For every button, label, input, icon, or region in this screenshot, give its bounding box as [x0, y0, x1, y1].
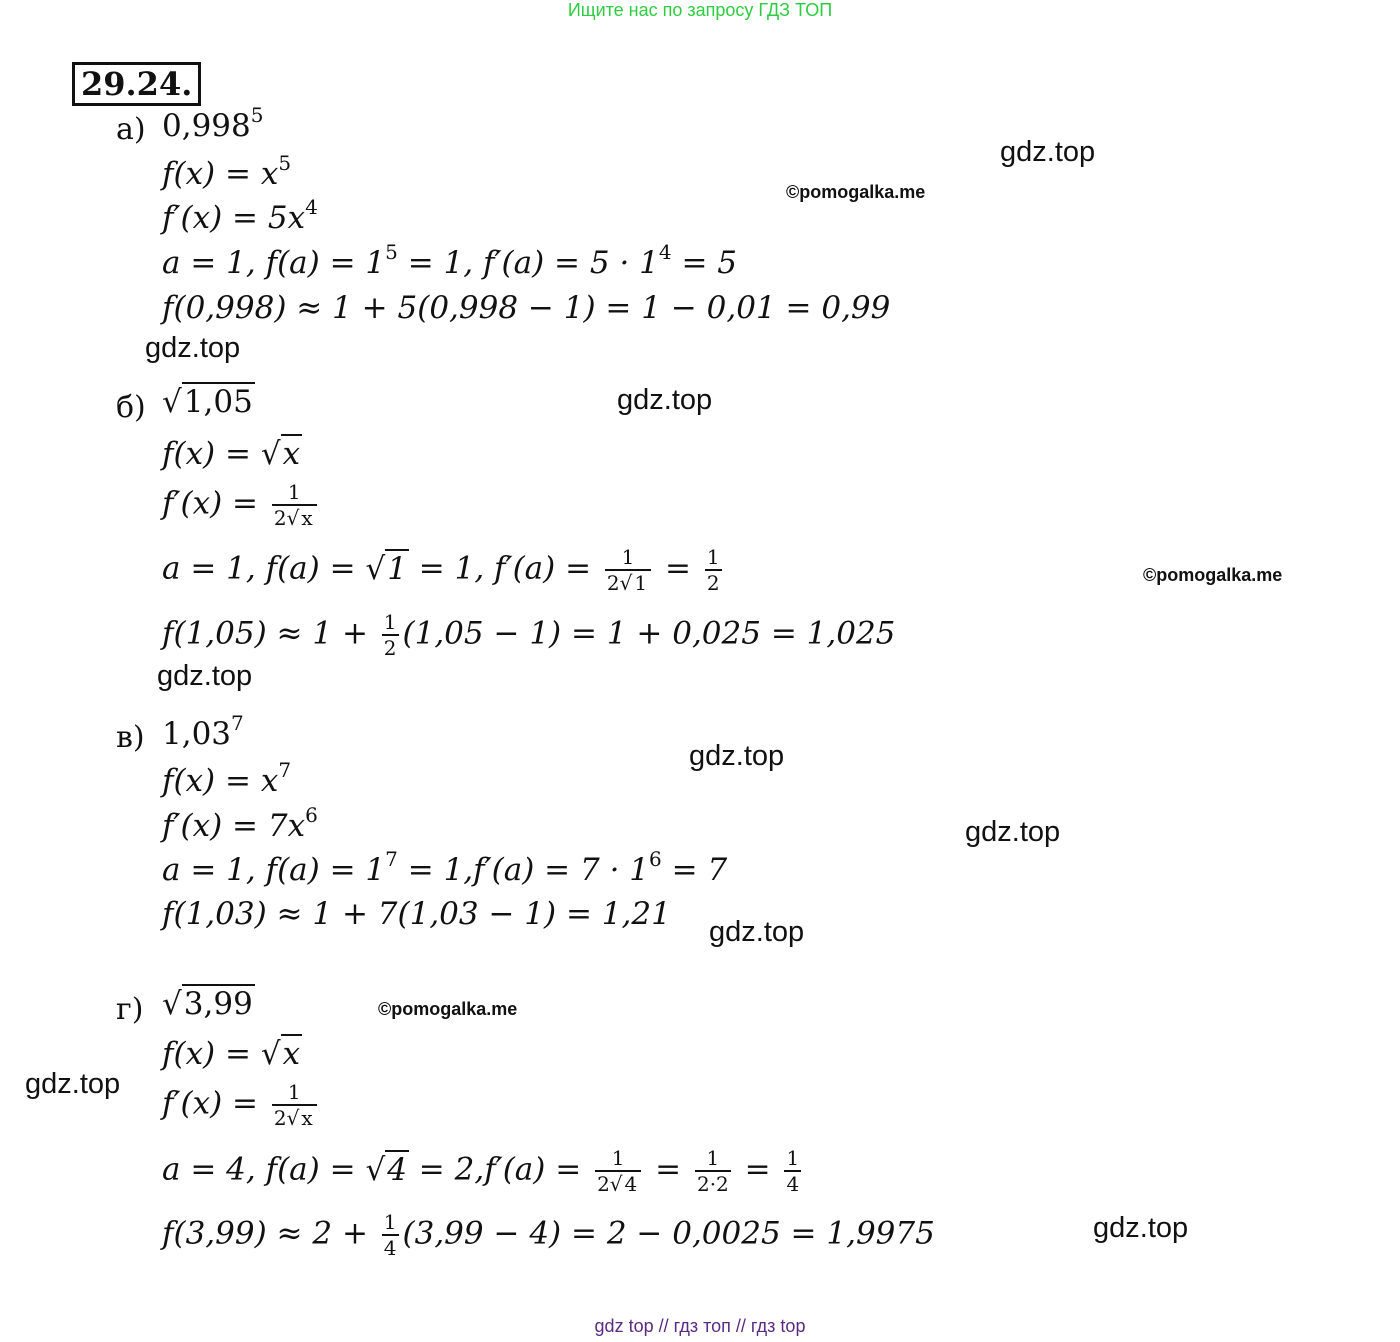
part-a-label: а) [116, 112, 146, 147]
part-g-approximation: f(3,99) ≈ 2 + $\frac{1}{4}$ (3,99 − 4) = 2 − 0,0025 = 1,9975 [162, 1210, 935, 1260]
top-banner[interactable]: Ищите нас по запросу ГДЗ ТОП [567, 0, 833, 20]
part-a-point-values: a = 1, $f(a) = 1^5 = 1$, $f'(a) = 5 \cdot 1^4 = 5$ [162, 240, 738, 281]
part-g-function: f(x) = √x [162, 1036, 301, 1072]
bottom-banner[interactable]: gdz top // гдз топ // гдз top [594, 1316, 806, 1336]
part-g-point-values: a = 4, f(a) = √4 = 2,f′(a) = $\frac{1}{2√ 4}$ = $\frac{1}{2\cdot 2}$ = $\frac{1}{4}$ [162, 1146, 800, 1196]
watermark-gdz: gdz.top [965, 816, 1061, 848]
part-b-title [162, 384, 255, 420]
watermark-pomogalka: ©pomogalka.me [378, 999, 518, 1019]
part-v-derivative: $f'(x) = 7x^6$ [162, 803, 318, 844]
part-g-derivative: f′(x) = $\frac{1}{2√ x}$ [162, 1080, 321, 1130]
watermark-pomogalka: ©pomogalka.me [1143, 565, 1283, 585]
watermark-gdz: gdz.top [709, 916, 805, 948]
problem-number: 29.24. [72, 62, 201, 106]
part-b-function: f(x) = √x [162, 436, 301, 472]
part-a-title: 0,998$^5$ [162, 103, 264, 144]
part-a-approximation: f(0,998) ≈ 1 + 5(0,998 − 1) = 1 − 0,01 = 0,99 [162, 290, 891, 326]
watermark-gdz: gdz.top [157, 660, 253, 692]
part-b-approximation: f(1,05) ≈ 1 + $\frac{1}{2}$ (1,05 − 1) = 1 + 0,025 = 1,025 [162, 610, 896, 660]
part-v-point-values: a = 1, $f(a) = 1^7 = 1,f'(a) = 7 \cdot 1^6 = 7$ [162, 847, 728, 888]
part-b-derivative: f′(x) = $\frac{1}{2√ x}$ [162, 480, 321, 530]
watermark-pomogalka: ©pomogalka.me [786, 182, 926, 202]
part-g-title: √3,99 [162, 986, 253, 1022]
part-v-title: 1,03$^7$ [162, 711, 244, 752]
watermark-gdz: gdz.top [145, 332, 241, 364]
part-a-derivative: $f'(x) = 5x^4$ [162, 195, 318, 236]
part-b-point-values: a = 1, f(a) = √1 = 1, f′(a) = $\frac{1}{2√ 1}$ = $\frac{1}{2}$ [162, 545, 720, 595]
part-v-function: $f(x) = x^7$ [162, 758, 292, 799]
watermark-gdz: gdz.top [617, 384, 713, 416]
part-v-label: в) [116, 720, 145, 755]
watermark-gdz: gdz.top [25, 1068, 121, 1100]
part-v-approximation: f(1,03) ≈ 1 + 7(1,03 − 1) = 1,21 [162, 896, 671, 932]
part-g-label: г) [116, 992, 144, 1027]
watermark-gdz: gdz.top [1093, 1212, 1189, 1244]
watermark-gdz: gdz.top [1000, 136, 1096, 168]
part-b-label: б) [116, 390, 146, 425]
watermark-gdz: gdz.top [689, 740, 785, 772]
part-a-function: $f(x) = x^5$ [162, 151, 292, 192]
sqrt-symbol: √1,05 [162, 384, 253, 420]
